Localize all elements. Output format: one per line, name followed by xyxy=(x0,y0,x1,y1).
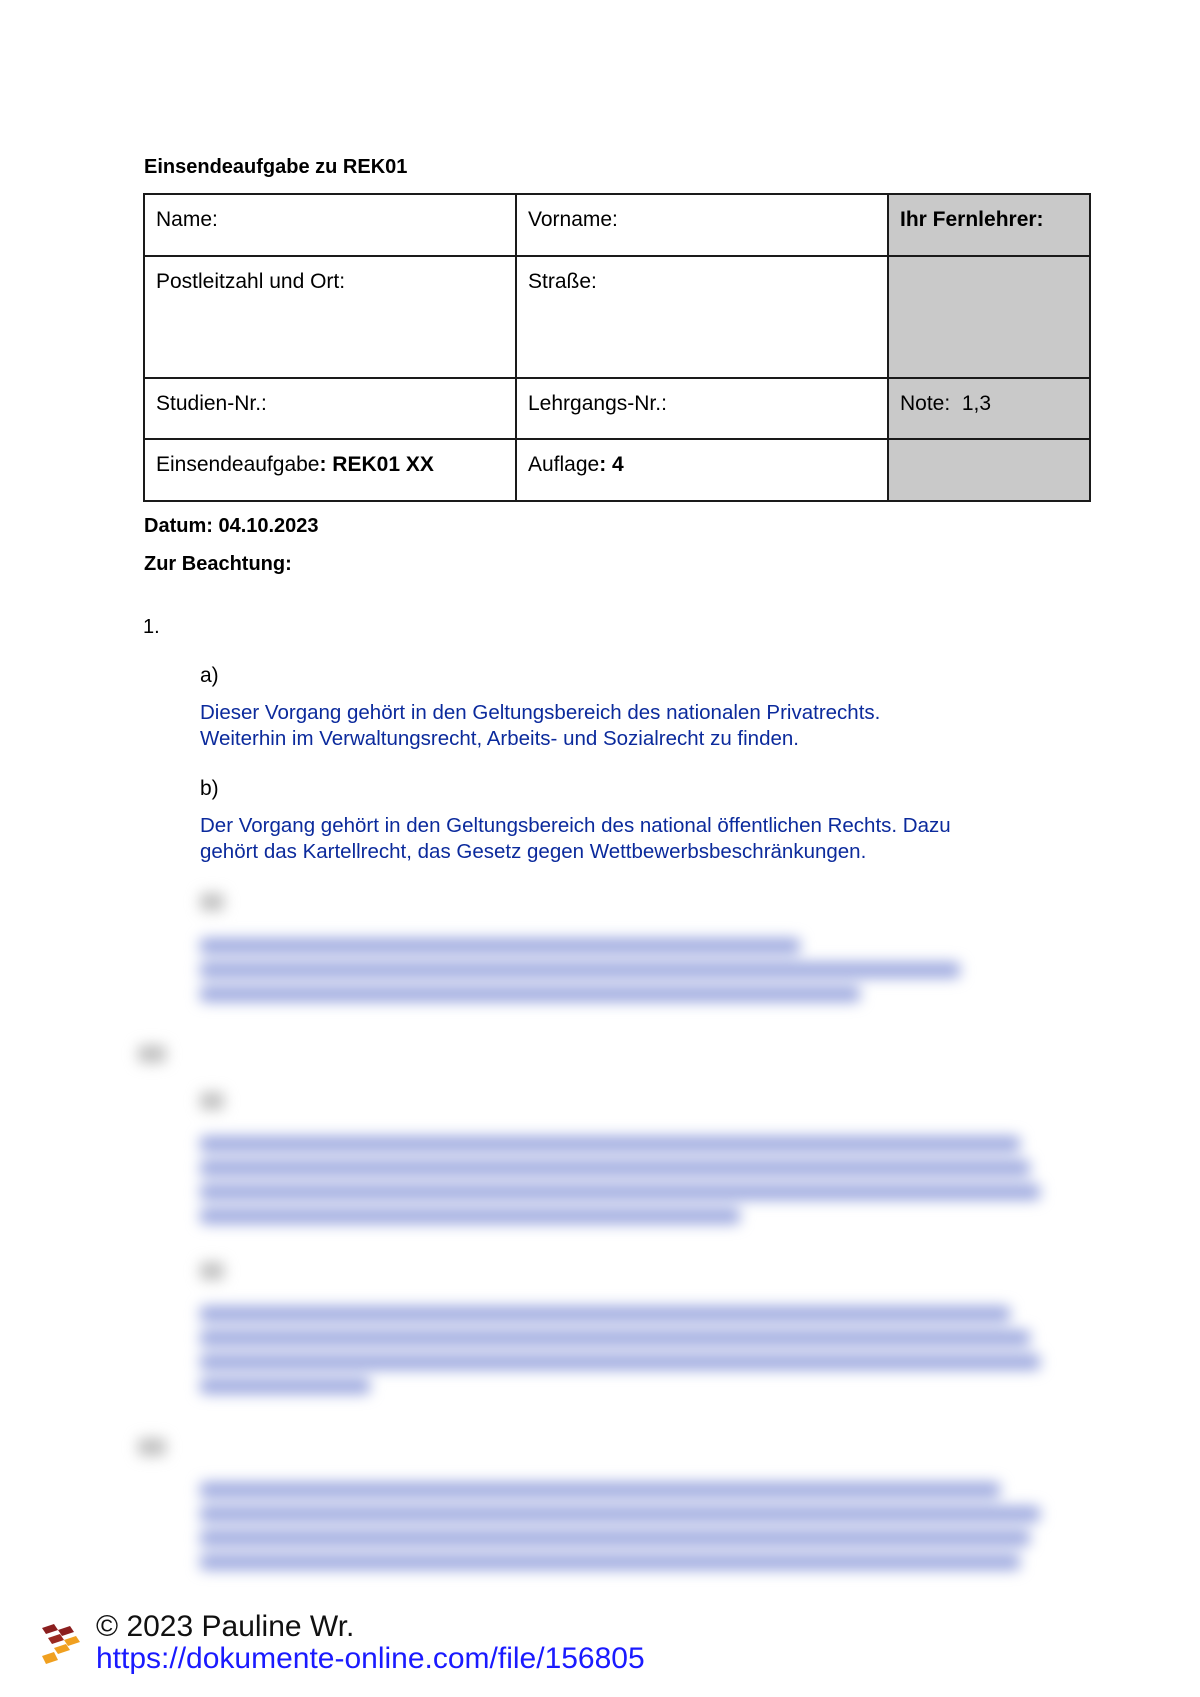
blurred-label xyxy=(138,1438,166,1456)
document-title: Einsendeaufgabe zu REK01 xyxy=(144,156,408,178)
answer-a-line: Dieser Vorgang gehört in den Geltungsbereich des nationalen Privatrechts. xyxy=(200,701,881,724)
blurred-label xyxy=(138,1045,166,1063)
blurred-line xyxy=(200,1530,1030,1546)
plz-label: Postleitzahl und Ort: xyxy=(156,270,346,293)
answer-a-line: Weiterhin im Verwaltungsrecht, Arbeits- und Sozialrecht zu finden. xyxy=(200,727,799,750)
blurred-line xyxy=(200,1506,1040,1522)
blurred-line xyxy=(200,1160,1030,1176)
fernlehrer-label: Ihr Fernlehrer: xyxy=(900,208,1044,231)
lehrgangs-label: Lehrgangs-Nr.: xyxy=(528,392,667,415)
blurred-line xyxy=(200,1184,1040,1200)
einsende-label: Einsendeaufgabe xyxy=(156,453,320,476)
subquestion-b-label: b) xyxy=(200,777,219,800)
blurred-label xyxy=(200,1262,224,1280)
datum-line: Datum: 04.10.2023 xyxy=(144,515,319,537)
footer-url-link[interactable]: https://dokumente-online.com/file/156805 xyxy=(96,1642,645,1675)
blurred-line xyxy=(200,1208,740,1224)
note-label: Note: xyxy=(900,392,951,415)
question-number: 1. xyxy=(143,616,160,638)
strasse-label: Straße: xyxy=(528,270,597,293)
blurred-line xyxy=(200,1354,1040,1370)
blurred-line xyxy=(200,986,860,1002)
blurred-line xyxy=(200,1306,1010,1322)
vorname-label: Vorname: xyxy=(528,208,618,231)
blurred-line xyxy=(200,938,800,954)
blurred-line xyxy=(200,1378,370,1394)
footer-copyright: © 2023 Pauline Wr. xyxy=(96,1610,355,1643)
answer-b-line: Der Vorgang gehört in den Geltungsbereich des national öffentlichen Rechts. Dazu xyxy=(200,814,951,837)
answer-b-line: gehört das Kartellrecht, das Gesetz gegen Wettbewerbsbeschränkungen. xyxy=(200,840,867,863)
studien-label: Studien-Nr.: xyxy=(156,392,267,415)
subquestion-a-label: a) xyxy=(200,664,219,687)
einsende-value: : REK01 XX xyxy=(319,453,434,476)
blurred-line xyxy=(200,1330,1030,1346)
note-value: 1,3 xyxy=(961,392,992,415)
blurred-line xyxy=(200,1554,1020,1570)
blurred-line xyxy=(200,1482,1000,1498)
auflage-value: : 4 xyxy=(599,453,624,476)
auflage-label: Auflage xyxy=(528,453,600,476)
dokumente-online-logo-icon xyxy=(36,1620,88,1666)
blurred-label xyxy=(200,893,224,911)
blurred-line xyxy=(200,1136,1020,1152)
blurred-line xyxy=(200,962,960,978)
beachtung-heading: Zur Beachtung: xyxy=(144,553,292,575)
blurred-label xyxy=(200,1092,224,1110)
name-label: Name: xyxy=(156,208,218,231)
